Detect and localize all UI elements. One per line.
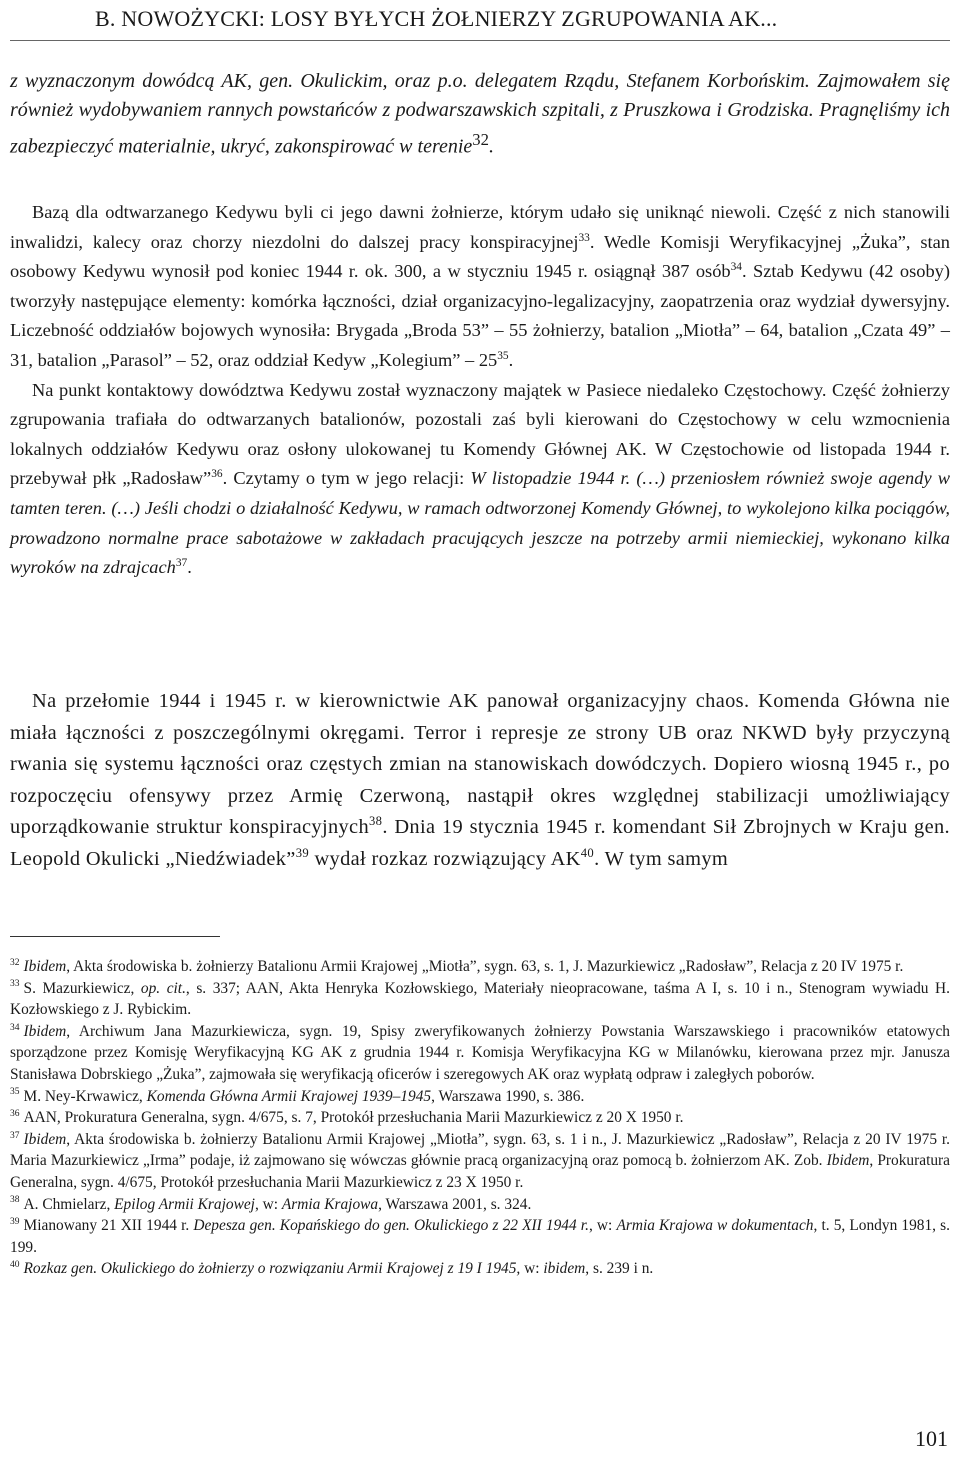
header-rule <box>10 40 950 41</box>
running-head: B. NOWOŻYCKI: LOSY BYŁYCH ŻOŁNIERZY ZGRUPOWANIA AK... <box>95 6 778 31</box>
footnote-40: $^{40}$ Rozkaz gen. Okulickiego do żołnierzy o rozwiązaniu Armii Krajowej z 19 I 1945, w: ibidem, s. 239 i n. <box>10 1259 654 1278</box>
footnote-37: $^{37}$ Ibidem, Akta środowiska b. żołnierzy Batalionu Armii Krajowej „Miotła”, sygn. 63, s. 1 i n., J. Mazurkiewicz „Radosław”, Relacja z 20 IV 1975 r. Maria Mazurkiewicz „Irma” podaje, iż zajmowano się wówczas głównie pracą organizacyjną oraz pomocą b. żołnierzom AK. Zob. Ibidem, Prokuratura Generalna, sygn. 4/675, Protokół przesłuchania Marii Mazurkiewicz z 23 X 1950 r. <box>10 1129 950 1191</box>
page-number: 101 <box>915 1426 948 1451</box>
footnote-33: $^{33}$ S. Mazurkiewicz, op. cit., s. 337; AAN, Akta Henryka Kozłowskiego, Materiały nieopracowane, taśma A I, s. 10 i n., Stenogram wywiadu H. Kozłowskiego z J. Rybickim. <box>10 978 950 1019</box>
footnote-ref[interactable]: 36 <box>211 468 223 481</box>
footnote-ref[interactable]: 35 <box>497 349 509 362</box>
footnote-ref[interactable]: 33 <box>578 231 590 244</box>
footnote-ref[interactable]: 40 <box>580 846 595 861</box>
body-paragraph: Na przełomie 1944 i 1945 r. w kierownictwie AK panował organizacyjny chaos. Komenda Główna nie miała łączności z poszczególnymi okręgami. Terror i represje ze strony UB oraz NKWD były przyczyną rwania się systemu łączności oraz częstych zmian na stanowiskach dowódczych. Dopiero wiosną 1945 r., po rozpoczęciu ofensywy przez Armię Czerwoną, nastąpił okres względnej stabilizacji umożliwiający uporządkowanie struktur konspiracyjnych$^{38}$. Dnia 19 stycznia 1945 r. komendant Sił Zbrojnych w Kraju gen. Leopold Okulicki „Niedźwiadek”$^{39}$ wydał rozkaz rozwiązujący AK$^{40}$. W tym samym <box>10 690 950 870</box>
quoted-relation: W listopadzie 1944 r. (…) przeniosłem również swoje agendy w tamten teren. (…) Jeśli chodzi o działalność Kedywu, w ramach odtworzonej Komendy Głównej, to wykolejono kilka pociągów, prowadzono normalne prace sabotażowe w zakładach pracujących jeszcze na potrzeby armii niemieckiej, wykonano kilka wyroków na zdrajcach <box>10 468 951 578</box>
footnote-35: $^{35}$ M. Ney-Krwawicz, Komenda Główna Armii Krajowej 1939–1945, Warszawa 1990, s. 386. <box>10 1086 585 1105</box>
footnote-36: $^{36}$ AAN, Prokuratura Generalna, sygn. 4/675, s. 7, Protokół przesłuchania Marii Mazurkiewicz z 20 X 1950 r. <box>10 1108 684 1127</box>
body-paragraph: Bazą dla odtwarzanego Kedywu byli ci jego dawni żołnierze, którym udało się uniknąć niewoli. Część z nich stanowili inwalidzi, kalecy oraz chorzy niezdolni do dalszej pracy konspiracyjnej$^{33}$. Wedle Komisji Weryfikacyjnej „Żuka”, stan osobowy Kedywu wynosił pod koniec 1944 r. ok. 300, a w styczniu 1945 r. osiągnął 387 osób$^{34}$. Sztab Kedywu (42 osoby) tworzyły następujące elementy: komórka łączności, dział organizacyjno-legalizacyjny, zaopatrzenia oraz wydział dywersyjny. Liczebność oddziałów bojowych wynosiła: Brygada „Broda 53” – 55 żołnierzy, batalion „Miotła” – 64, batalion „Czata 49” – 31, batalion „Parasol” – 52, oraz oddział Kedyw „Kolegium” – $25^{35}$. <box>10 202 950 370</box>
body-section-chaos <box>10 686 950 876</box>
footnotes <box>10 956 950 1280</box>
footnote-39: $^{39}$ Mianowany 21 XII 1944 r. Depesza gen. Kopańskiego do gen. Okulickiego z 22 XII 1944 r., w: Armia Krajowa w dokumentach, t. 5, Londyn 1981, s. 199. <box>10 1216 950 1256</box>
footnote-ref[interactable]: 39 <box>295 846 310 861</box>
footnote-ref[interactable]: 32 <box>472 130 489 149</box>
footnote-38: $^{38}$ A. Chmielarz, Epilog Armii Krajowej, w: Armia Krajowa, Warszawa 2001, s. 324. <box>10 1194 532 1213</box>
body-paragraph: Na punkt kontaktowy dowództwa Kedywu został wyznaczony majątek w Pasiece niedaleko Częstochowy. Część żołnierzy zgrupowania trafiała do odtwarzanych batalionów, pozostali zaś byli kierowani do Częstochowy w celu wzmocnienia lokalnych oddziałów Kedywu oraz osłony ulokowanej tu Komendy Głównej AK. W Częstochowie od listopada 1944 r. przebywał płk „Radosław”$^{36}$. Czytamy o tym w jego relacji: W listopadzie 1944 r. (…) przeniosłem również swoje agendy w tamten teren. (…) Jeśli chodzi o działalność Kedywu, w ramach odtworzonej Komendy Głównej, to wykolejono kilka pociągów, prowadzono normalne prace sabotażowe w zakładach pracujących jeszcze na potrzeby armii niemieckiej, wykonano kilka wyroków na zdrajcach$^{37}$. <box>10 379 951 578</box>
footnote-ref[interactable]: 34 <box>730 261 742 274</box>
body-section-kedyw <box>10 198 950 583</box>
footnote-rule <box>10 936 220 937</box>
quote-paragraph: z wyznaczonym dowódcą AK, gen. Okulickim, oraz p.o. delegatem Rządu, Stefanem Korbońskim. Zajmowałem się również wydobywaniem rannych powstańców z podwarszawskich szpitali, z Pruszkowa i Grodziska. Pragnęliśmy ich zabezpieczyć materialnie, ukryć, zakonspirować w terenie$^{32}$. <box>10 70 950 158</box>
footnote-ref[interactable]: 37 <box>175 557 188 569</box>
footnote-32: $^{32}$ Ibidem, Akta środowiska b. żołnierzy Batalionu Armii Krajowej „Miotła”, sygn. 63, s. 1, J. Mazurkiewicz „Radosław”, Relacja z 20 IV 1975 r. <box>10 956 904 975</box>
quote-block <box>10 67 950 162</box>
footnote-ref[interactable]: 38 <box>369 814 383 829</box>
footnote-34: $^{34}$ Ibidem, Archiwum Jana Mazurkiewicza, sygn. 19, Spisy zweryfikowanych żołnierzy Powstania Warszawskiego i pracowników etatowych sporządzone przez Komisję Weryfikacyjną KG AK z grudnia 1944 r. Komisja Weryfikacyjna KG w Milanówku, kierowana przez mjr. Janusza Stanisława Dobrskiego „Żuka”, zajmowała się weryfikacją oficerów i szeregowych AK oraz wypłatą odpraw i zaległych poborów. <box>10 1021 950 1083</box>
